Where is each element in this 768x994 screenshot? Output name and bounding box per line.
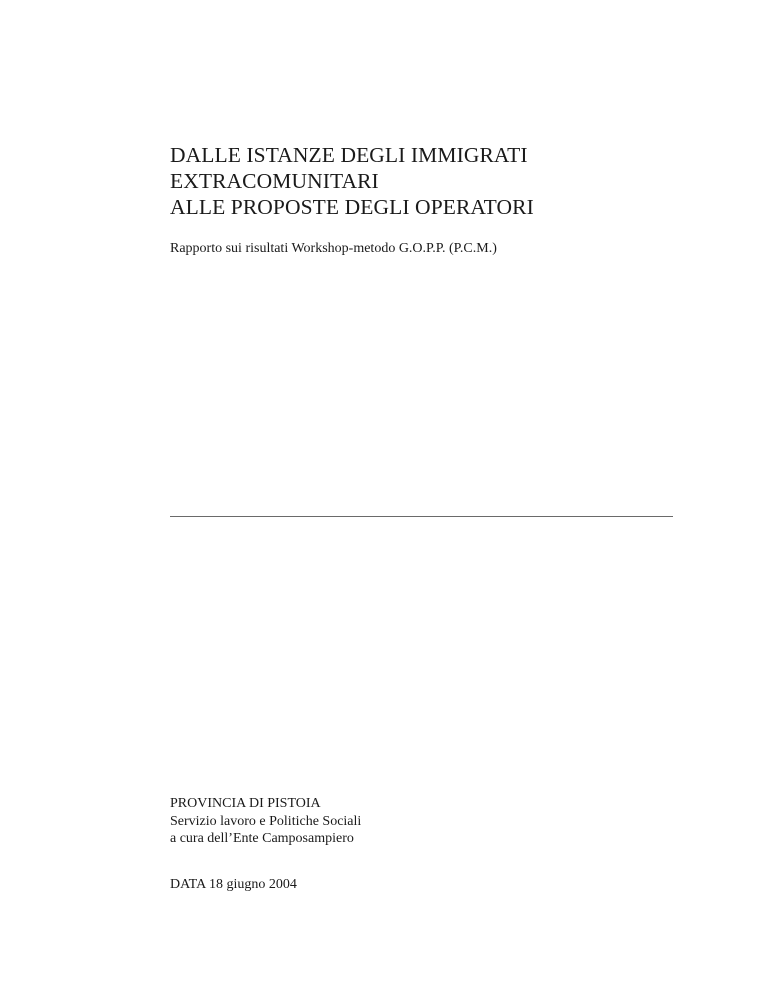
title-line-2: EXTRACOMUNITARI (170, 169, 379, 193)
title-line-3: ALLE PROPOSTE DEGLI OPERATORI (170, 195, 534, 219)
document-title (170, 142, 690, 220)
document-subtitle: Rapporto sui risultati Workshop-metodo G.O.P.P. (P.C.M.) (170, 241, 497, 256)
publisher-name: PROVINCIA DI PISTOIA (170, 796, 321, 811)
horizontal-divider (170, 516, 673, 517)
publisher-editor: a cura dell’Ente Camposampiero (170, 831, 354, 846)
publisher-department: Servizio lavoro e Politiche Sociali (170, 813, 362, 829)
publisher-info (170, 795, 690, 848)
title-line-1: DALLE ISTANZE DEGLI IMMIGRATI (170, 143, 528, 167)
document-date: DATA 18 giugno 2004 (170, 877, 297, 892)
